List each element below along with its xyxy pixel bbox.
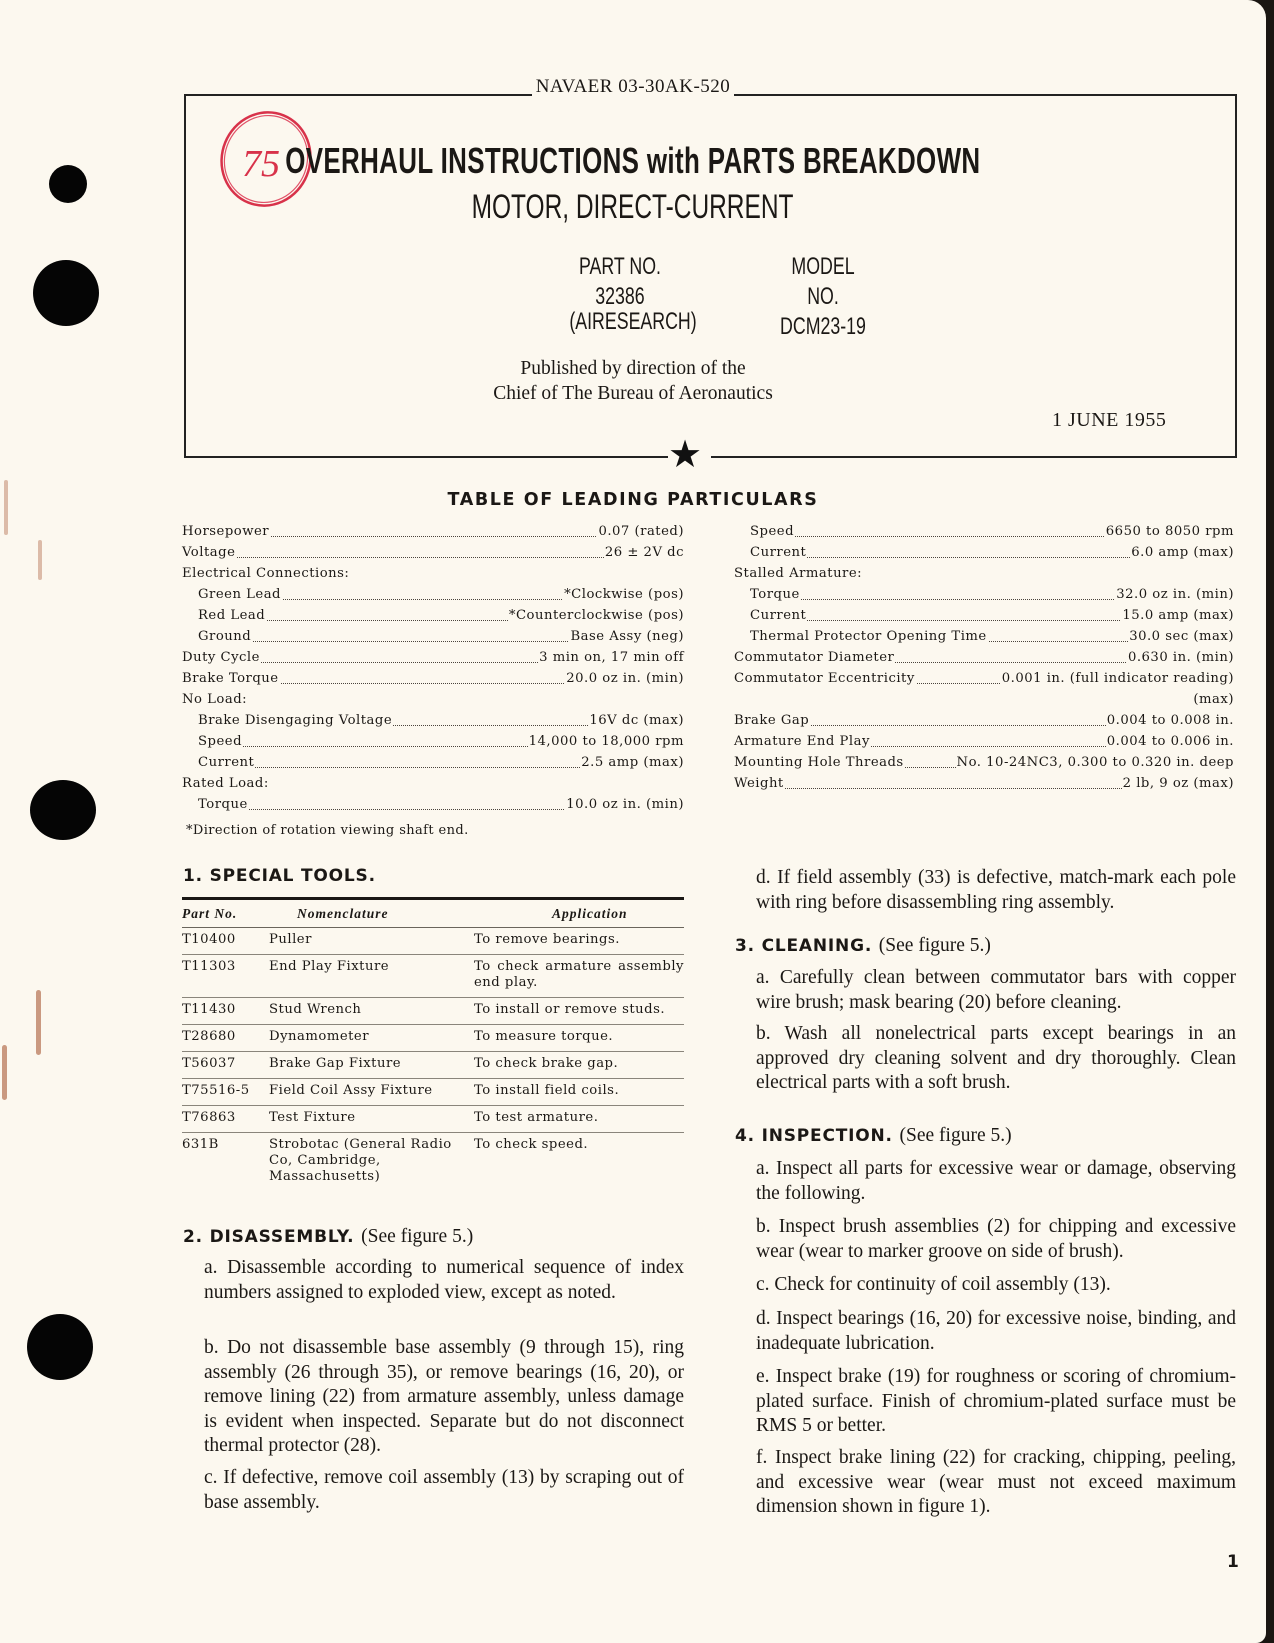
table-row <box>182 1079 684 1106</box>
rust-stain <box>2 1045 7 1100</box>
particular-value: 15.0 amp (max) <box>1121 605 1234 626</box>
particular-label: No Load: <box>182 689 248 710</box>
particular-label: Weight <box>734 773 785 794</box>
particular-label: Commutator Eccentricity <box>734 668 916 689</box>
tool-nomenclature: Strobotac (General Radio Co, Cambridge, Massachusetts) <box>269 1137 452 1184</box>
star-icon: ★ <box>667 432 703 476</box>
rust-stain <box>36 990 41 1055</box>
particulars-left-column <box>182 521 684 815</box>
tool-part-number: T11303 <box>182 955 269 998</box>
particular-label: Brake Torque <box>182 668 280 689</box>
column-header: Part No. <box>182 899 269 928</box>
particular-value: 0.07 (rated) <box>597 521 684 542</box>
particular-value: 32.0 oz in. (min) <box>1115 584 1234 605</box>
tool-part-number: T75516-5 <box>182 1079 269 1106</box>
particular-row <box>734 563 1234 584</box>
inspection-paragraph-a: a. Inspect all parts for excessive wear or damage, observing the following. <box>756 1158 1236 1204</box>
particular-value: 0.004 to 0.008 in. <box>1106 710 1234 731</box>
cleaning-paragraph-a: a. Carefully clean between commutator bars with copper wire brush; mask bearing (20) before cleaning. <box>756 967 1236 1013</box>
particular-label: Current <box>750 605 807 626</box>
particular-row <box>182 647 684 668</box>
tool-application: To measure torque. <box>474 1025 684 1052</box>
manufacturer: (AIRESEARCH) <box>569 308 697 335</box>
tool-nomenclature: End Play Fixture <box>269 955 474 998</box>
cleaning-paragraph-b: b. Wash all nonelectrical parts except bearings in an approved dry cleaning solvent and dry thoroughly. Clean electrical parts with a soft brush. <box>756 1023 1236 1093</box>
tool-application: To install or remove studs. <box>474 998 684 1025</box>
particular-label: Torque <box>750 584 801 605</box>
particular-value: 2.5 amp (max) <box>580 752 684 773</box>
particular-label: Rated Load: <box>182 773 270 794</box>
divider <box>184 456 668 458</box>
tool-application: To remove bearings. <box>474 928 684 955</box>
publisher-statement: Published by direction of the Chief of The Bureau of Aeronautics <box>493 358 773 404</box>
tool-nomenclature: Test Fixture <box>269 1106 474 1133</box>
leading-particulars-heading: TABLE OF LEADING PARTICULARS <box>447 490 819 510</box>
tool-part-number: T76863 <box>182 1106 269 1133</box>
particular-label: Duty Cycle <box>182 647 261 668</box>
disassembly-paragraph-a: a. Disassemble according to numerical sequence of index numbers assigned to exploded view, except as noted. <box>204 1257 684 1303</box>
punch-hole <box>27 1314 93 1380</box>
table-row <box>182 955 684 998</box>
particular-value: *Counterclockwise (pos) <box>508 605 684 626</box>
tool-nomenclature: Puller <box>269 928 474 955</box>
particular-row <box>182 605 684 626</box>
tool-application: To test armature. <box>474 1106 684 1133</box>
particular-row <box>182 521 684 542</box>
particular-label: Torque <box>198 794 249 815</box>
particular-row <box>182 689 684 710</box>
inspection-paragraph-d: d. Inspect bearings (16, 20) for excessive noise, binding, and inadequate lubrication. <box>756 1308 1236 1354</box>
particular-value: *Clockwise (pos) <box>563 584 684 605</box>
particular-label: Stalled Armature: <box>734 563 863 584</box>
table-row <box>182 928 684 955</box>
tool-nomenclature: Brake Gap Fixture <box>269 1052 474 1079</box>
particular-label: Brake Disengaging Voltage <box>198 710 393 731</box>
tool-part-number: T28680 <box>182 1025 269 1052</box>
particular-value: 30.0 sec (max) <box>1128 626 1234 647</box>
disassembly-paragraph-c: c. If defective, remove coil assembly (13) by scraping out of base assembly. <box>204 1467 684 1513</box>
disassembly-paragraph-b: b. Do not disassemble base assembly (9 through 15), ring assembly (26 through 35), or remove bearings (16, 20), or remove lining (22) from armature assembly, unless damage is evident when inspected. Separate but do not disconnect thermal protector (28). <box>204 1337 684 1456</box>
particular-value: 20.0 oz in. (min) <box>565 668 684 689</box>
particular-row <box>182 731 684 752</box>
part-number-block: PART NO. 32386 <box>579 253 661 310</box>
tool-application: To check armature assembly end play. <box>474 955 684 998</box>
particular-row <box>734 668 1234 689</box>
particular-value: 26 ± 2V dc <box>604 542 684 563</box>
particular-value: 14,000 to 18,000 rpm <box>528 731 684 752</box>
tool-nomenclature: Field Coil Assy Fixture <box>269 1079 474 1106</box>
particular-row <box>734 605 1234 626</box>
particular-row <box>182 584 684 605</box>
particular-row <box>182 626 684 647</box>
document-number: NAVAER 03-30AK-520 <box>0 76 1266 98</box>
particular-row <box>182 563 684 584</box>
particular-row <box>734 626 1234 647</box>
inspection-paragraph-e: e. Inspect brake (19) for roughness or scoring of chromium-plated surface. Finish of chromium-plated surface must be RMS 5 or better. <box>756 1366 1236 1436</box>
section-heading-cleaning: 3. CLEANING. (See figure 5.) <box>735 935 991 956</box>
inspection-paragraph-c: c. Check for continuity of coil assembly (13). <box>756 1274 1111 1295</box>
particular-value: 2 lb, 9 oz (max) <box>1122 773 1234 794</box>
particular-row <box>182 668 684 689</box>
table-row <box>182 1052 684 1079</box>
tool-part-number: T10400 <box>182 928 269 955</box>
tool-application: To check brake gap. <box>474 1052 684 1079</box>
particular-value: 0.001 in. (full indicator reading) <box>1001 668 1234 689</box>
section-heading-disassembly: 2. DISASSEMBLY. (See figure 5.) <box>183 1226 474 1247</box>
tool-application: To check speed. <box>474 1137 589 1152</box>
particular-row <box>182 710 684 731</box>
particular-value: (max) <box>1192 689 1234 710</box>
particular-value: 6650 to 8050 rpm <box>1105 521 1234 542</box>
section-heading-inspection: 4. INSPECTION. (See figure 5.) <box>735 1125 1012 1146</box>
particular-label: Ground <box>198 626 252 647</box>
page-subtitle: MOTOR, DIRECT-CURRENT <box>472 188 794 226</box>
particular-row <box>734 647 1234 668</box>
particular-label: Speed <box>198 731 243 752</box>
section-heading-special-tools: 1. SPECIAL TOOLS. <box>183 866 376 886</box>
particular-row <box>734 752 1234 773</box>
particular-label: Armature End Play <box>734 731 871 752</box>
particular-label: Horsepower <box>182 521 270 542</box>
particular-label: Red Lead <box>198 605 266 626</box>
particular-label: Mounting Hole Threads <box>734 752 905 773</box>
tool-part-number: T11430 <box>182 998 269 1025</box>
table-row <box>182 1106 684 1133</box>
particular-row <box>182 794 684 815</box>
inspection-paragraph-b: b. Inspect brush assemblies (2) for chipping and excessive wear (wear to marker groove on side of brush). <box>756 1216 1236 1262</box>
particular-row <box>182 752 684 773</box>
particular-label: Current <box>198 752 255 773</box>
table-row <box>182 1133 684 1192</box>
particular-row <box>182 542 684 563</box>
column-header: Application <box>474 899 684 928</box>
rust-stain <box>38 540 42 580</box>
particular-row <box>182 773 684 794</box>
inspection-paragraph-f: f. Inspect brake lining (22) for cracking, chipping, peeling, and excessive wear (wear must not exceed maximum dimension shown in figure 1). <box>756 1447 1236 1517</box>
punch-hole <box>30 780 96 840</box>
particular-label: Brake Gap <box>734 710 810 731</box>
particular-label: Green Lead <box>198 584 282 605</box>
page-title: OVERHAUL INSTRUCTIONS with PARTS BREAKDOWN <box>285 140 981 181</box>
particular-value: No. 10-24NC3, 0.300 to 0.320 in. deep <box>956 752 1234 773</box>
particular-label: Speed <box>750 521 795 542</box>
particular-value: 0.630 in. (min) <box>1127 647 1234 668</box>
tool-application: To install field coils. <box>474 1079 684 1106</box>
table-row <box>182 998 684 1025</box>
svg-text:75: 75 <box>242 143 280 185</box>
page-number: 1 <box>1227 1552 1239 1572</box>
particular-value: 0.004 to 0.006 in. <box>1106 731 1234 752</box>
model-number-block: MODEL NO. DCM23-19 <box>780 253 866 340</box>
tool-nomenclature: Dynamometer <box>269 1025 474 1052</box>
particular-row <box>734 773 1234 794</box>
particular-label: Commutator Diameter <box>734 647 895 668</box>
table-header-row <box>182 899 684 928</box>
particular-value: 16V dc (max) <box>588 710 684 731</box>
divider <box>711 456 1237 458</box>
tool-part-number: T56037 <box>182 1052 269 1079</box>
particular-value: 3 min on, 17 min off <box>538 647 684 668</box>
particular-label: Thermal Protector Opening Time <box>750 626 988 647</box>
tool-nomenclature: Stud Wrench <box>269 998 474 1025</box>
particular-value: 6.0 amp (max) <box>1130 542 1234 563</box>
particular-row <box>734 689 1234 710</box>
particular-label: Voltage <box>182 542 236 563</box>
column-header: Nomenclature <box>269 899 474 928</box>
particular-row <box>734 584 1234 605</box>
publication-date: 1 JUNE 1955 <box>1052 409 1167 431</box>
particular-row <box>734 731 1234 752</box>
particular-row <box>734 542 1234 563</box>
particular-row <box>734 521 1234 542</box>
particulars-right-column <box>734 521 1234 794</box>
particular-value: 10.0 oz in. (min) <box>565 794 684 815</box>
table-row <box>182 1025 684 1052</box>
disassembly-paragraph-d: d. If field assembly (33) is defective, match-mark each pole with ring before disassembling ring assembly. <box>756 867 1236 913</box>
particular-row <box>734 710 1234 731</box>
particular-label: Electrical Connections: <box>182 563 350 584</box>
particular-value: Base Assy (neg) <box>569 626 684 647</box>
tool-part-number: 631B <box>182 1137 219 1152</box>
particular-label: Current <box>750 542 807 563</box>
special-tools-table <box>182 897 684 1191</box>
footnote: *Direction of rotation viewing shaft end. <box>186 823 469 838</box>
